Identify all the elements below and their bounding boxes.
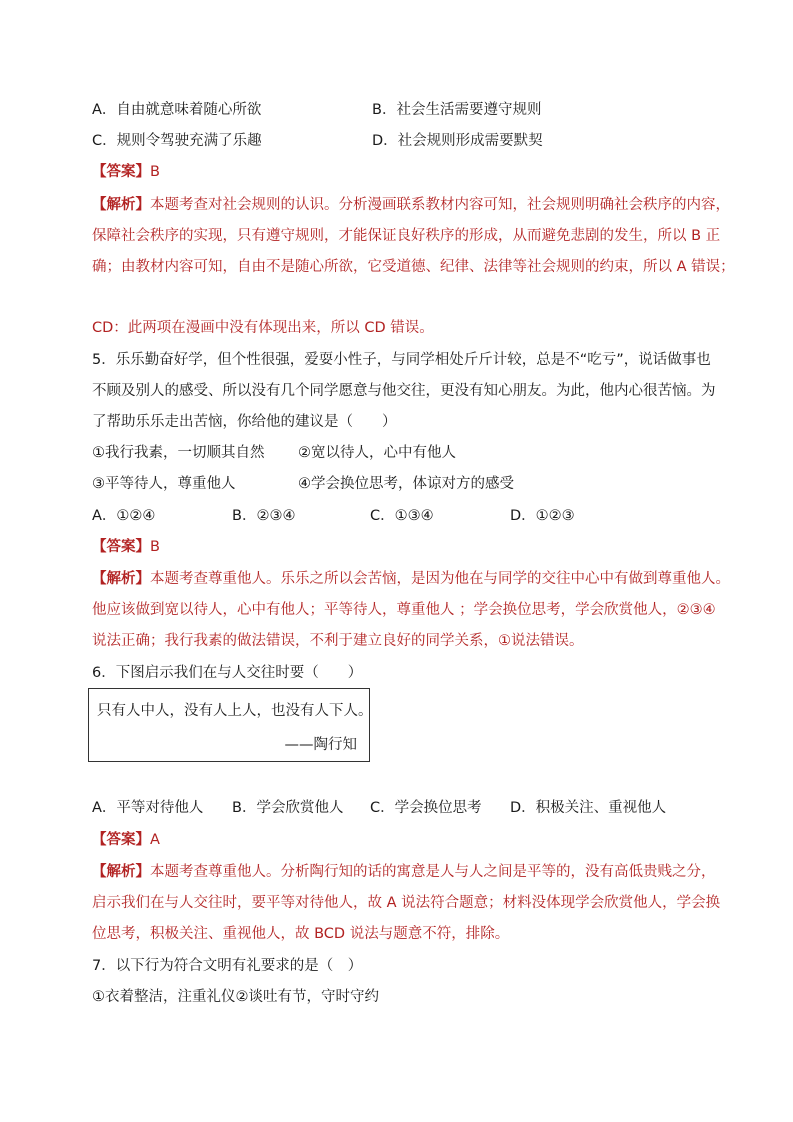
q5-analysis-line-3: 说法正确；我行我素的做法错误，不利于建立良好的同学关系，①说法错误。 (92, 633, 584, 649)
q5-statement-4: ④学会换位思考，体谅对方的感受 (298, 476, 514, 492)
q4-analysis-line-4: CD：此两项在漫画中没有体现出来，所以 CD 错误。 (92, 320, 434, 336)
answer-tag: 【答案】 (92, 832, 150, 848)
q5-analysis-line-1 (92, 569, 730, 589)
analysis-text: 本题考查尊重他人。分析陶行知的话的寓意是人与人之间是平等的，没有高低贵贱之分， (150, 864, 716, 880)
analysis-tag: 【解析】 (92, 571, 150, 587)
q6-option-b: B．学会欣赏他人 (232, 800, 344, 816)
q6-analysis-line-1 (92, 862, 716, 882)
q5-statement-3: ③平等待人，尊重他人 (92, 476, 236, 492)
q5-stem-line-2: 不顾及别人的感受、所以没有几个同学愿意与他交往，更没有知心朋友。为此，他内心很苦恼。为 (92, 383, 716, 399)
q4-option-b: B．社会生活需要遵守规则 (372, 102, 542, 118)
quote-author: ——陶行知 (284, 737, 357, 753)
answer-value: B (150, 164, 160, 180)
q5-analysis-line-2: 他应该做到宽以待人，心中有他人；平等待人，尊重他人 ；学会换位思考，学会欣赏他人，②③④ (92, 602, 716, 618)
analysis-text: 本题考查对社会规则的认识。分析漫画联系教材内容可知，社会规则明确社会秩序的内容， (150, 197, 730, 213)
q4-option-c: C．规则令驾驶充满了乐趣 (92, 133, 262, 149)
q4-answer (92, 162, 160, 182)
analysis-tag: 【解析】 (92, 864, 150, 880)
q6-option-c: C．学会换位思考 (370, 800, 482, 816)
q5-option-d: D．①②③ (510, 508, 575, 524)
q5-option-c: C．①③④ (370, 508, 434, 524)
q4-analysis-line-1 (92, 195, 730, 215)
q6-analysis-line-3: 位思考，积极关注、重视他人，故 BCD 说法与题意不符，排除。 (92, 926, 510, 942)
answer-value: A (150, 832, 160, 848)
q5-option-b: B．②③④ (232, 508, 296, 524)
q6-option-a: A．平等对待他人 (92, 800, 204, 816)
q5-stem-line-1: 5．乐乐勤奋好学，但个性很强，爱耍小性子，与同学相处斤斤计较，总是不“吃亏”，说话做事也 (92, 352, 711, 368)
q7-stem: 7．以下行为符合文明有礼要求的是（ ） (92, 958, 363, 974)
q5-statement-1: ①我行我素，一切顺其自然 (92, 445, 265, 461)
answer-tag: 【答案】 (92, 539, 150, 555)
quote-text: 只有人中人，没有人上人，也没有人下人。 (97, 703, 373, 719)
q6-stem: 6．下图启示我们在与人交往时要（ ） (92, 665, 363, 681)
q5-answer (92, 537, 160, 557)
q6-analysis-line-2: 启示我们在与人交往时，要平等对待他人，故 A 说法符合题意；材料没体现学会欣赏他人，学会换 (92, 895, 721, 911)
answer-tag: 【答案】 (92, 164, 150, 180)
analysis-text: 本题考查尊重他人。乐乐之所以会苦恼，是因为他在与同学的交往中心中有做到尊重他人。 (150, 571, 730, 587)
q4-option-a: A．自由就意味着随心所欲 (92, 102, 262, 118)
q7-statement-1: ①衣着整洁，注重礼仪②谈吐有节，守时守约 (92, 989, 379, 1005)
q5-statement-2: ②宽以待人，心中有他人 (298, 445, 456, 461)
analysis-tag: 【解析】 (92, 197, 150, 213)
q4-analysis-line-2: 保障社会秩序的实现，只有遵守规则，才能保证良好秩序的形成，从而避免悲剧的发生，所以 B 正 (92, 228, 721, 244)
q6-option-d: D．积极关注、重视他人 (510, 800, 667, 816)
q6-answer (92, 830, 160, 850)
quote-box (88, 688, 373, 762)
q4-analysis-line-3: 确；由教材内容可知，自由不是随心所欲，它受道德、纪律、法律等社会规则的约束，所以 A 错误； (92, 259, 735, 275)
answer-value: B (150, 539, 160, 555)
q4-option-d: D．社会规则形成需要默契 (372, 133, 543, 149)
q5-option-a: A．①②④ (92, 508, 156, 524)
q5-stem-line-3: 了帮助乐乐走出苦恼，你给他的建议是（ ） (92, 414, 397, 430)
